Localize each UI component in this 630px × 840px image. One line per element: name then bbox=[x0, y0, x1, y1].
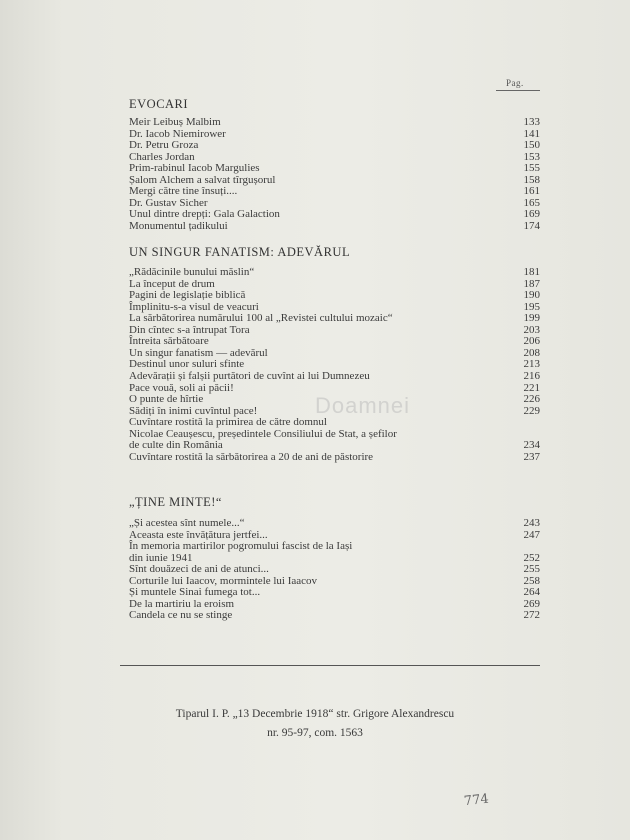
toc-page-number: 213 bbox=[523, 358, 540, 371]
toc-page-number: 161 bbox=[523, 185, 540, 198]
toc-entry: Destinul unor suluri sfinte bbox=[129, 358, 245, 371]
toc-page-number: 155 bbox=[523, 162, 540, 175]
toc-page-number: 169 bbox=[523, 208, 540, 221]
toc-page-number: 165 bbox=[523, 196, 540, 209]
toc-page-number: 199 bbox=[523, 312, 540, 325]
toc-page-number: 226 bbox=[523, 393, 540, 406]
bottom-divider bbox=[120, 665, 540, 666]
page-column-rule bbox=[496, 90, 540, 91]
toc-entry: Unul dintre drepți: Gala Galaction bbox=[129, 208, 280, 221]
toc-page-number: 229 bbox=[523, 404, 540, 417]
toc-entry: Un singur fanatism — adevărul bbox=[129, 346, 268, 359]
toc-page-number: 272 bbox=[523, 609, 540, 622]
toc-entry: Adevărații și falșii purtători de cuvînt ai lui Dumnezeu bbox=[129, 369, 370, 382]
toc-page-number: 195 bbox=[523, 300, 540, 313]
toc-page-number: 252 bbox=[523, 551, 540, 564]
toc-entry: Monumentul țadikului bbox=[129, 219, 228, 232]
toc-page-number: 206 bbox=[523, 335, 540, 348]
toc-page-number: 203 bbox=[523, 323, 540, 336]
toc-entry: din iunie 1941 bbox=[129, 551, 193, 564]
toc-entry: În memoria martirilor pogromului fascist de la Iași bbox=[129, 540, 353, 553]
toc-page-number: 181 bbox=[523, 266, 540, 278]
toc-page-number: 174 bbox=[523, 219, 540, 232]
toc-entry: Dr. Gustav Sicher bbox=[129, 196, 208, 209]
toc-entry: Șalom Alchem a salvat tîrgușorul bbox=[129, 173, 276, 186]
toc-entry: Sînt douăzeci de ani de atunci... bbox=[129, 563, 269, 576]
toc-entry: Cuvîntare rostită la primirea de către domnul bbox=[129, 416, 327, 429]
toc-entry: Și muntele Sinai fumega tot... bbox=[129, 586, 261, 599]
toc-entry: De la martiriu la eroism bbox=[129, 597, 235, 610]
imprint-line-1: Tiparul I. P. „13 Decembrie 1918“ str. Grigore Alexandrescu bbox=[175, 708, 455, 720]
toc-entry: La început de drum bbox=[129, 277, 215, 290]
toc-page-number: 133 bbox=[523, 116, 540, 128]
toc-entry: Dr. Iacob Niemirower bbox=[129, 127, 226, 140]
toc-entry: Nicolae Ceaușescu, președintele Consiliului de Stat, a șefilor bbox=[129, 427, 397, 440]
toc-page-number: 187 bbox=[523, 277, 540, 290]
toc-entry: de culte din România bbox=[129, 439, 223, 452]
page-column-label: Pag. bbox=[506, 78, 524, 88]
toc-entry: „Și acestea sînt numele...“ bbox=[129, 517, 245, 529]
toc-page-number: 153 bbox=[523, 150, 540, 163]
toc-entry: Întreita sărbătoare bbox=[129, 335, 209, 348]
toc-entry: Din cîntec s-a întrupat Tora bbox=[129, 323, 250, 336]
toc-entry: La sărbătorirea numărului 100 al „Revistei cultului mozaic“ bbox=[129, 312, 393, 325]
toc-page-number: 221 bbox=[523, 381, 540, 394]
toc-entry: Charles Jordan bbox=[129, 150, 195, 163]
toc-entry: „Rădăcinile bunului măslin“ bbox=[129, 266, 255, 278]
toc-entry: Aceasta este învățătura jertfei... bbox=[129, 528, 268, 541]
toc-entry: Împlinitu-s-a visul de veacuri bbox=[129, 300, 259, 313]
toc-entry: Mergi către tine însuți.... bbox=[129, 185, 238, 198]
toc-page-number: 247 bbox=[523, 528, 540, 541]
toc-page-number: 141 bbox=[523, 127, 540, 140]
toc-page-number: 234 bbox=[523, 439, 540, 452]
toc-page-number: 243 bbox=[523, 517, 540, 529]
toc-page-number: 216 bbox=[523, 369, 540, 382]
toc-page-number: 150 bbox=[523, 139, 540, 152]
toc-page-number: 190 bbox=[523, 289, 540, 302]
toc-entry: Meir Leibuș Malbim bbox=[129, 116, 221, 128]
toc-page-number: 258 bbox=[523, 574, 540, 587]
toc-entry: O punte de hîrtie bbox=[129, 393, 204, 406]
toc-entry: Candela ce nu se stinge bbox=[129, 609, 233, 622]
toc-entry: Corturile lui Iaacov, mormintele lui Iaacov bbox=[129, 574, 318, 587]
toc-page-number: 158 bbox=[523, 173, 540, 186]
handwritten-number: 774 bbox=[463, 791, 490, 810]
toc-entry: Cuvîntare rostită la sărbătorirea a 20 de ani de păstorire bbox=[129, 450, 374, 463]
toc-entry: Pagini de legislație biblică bbox=[129, 289, 246, 302]
toc-entry: Sădiți în inimi cuvîntul pace! bbox=[129, 404, 258, 417]
watermark: Doamnei bbox=[315, 393, 411, 418]
toc-page-number: 208 bbox=[523, 346, 540, 359]
toc-page-number: 269 bbox=[523, 597, 540, 610]
imprint-line-2: nr. 95-97, com. 1563 bbox=[267, 727, 363, 739]
toc-entry: Prim-rabinul Iacob Margulies bbox=[129, 162, 260, 175]
section-title: EVOCARI bbox=[129, 97, 189, 111]
toc-entry: Pace vouă, soli ai păcii! bbox=[129, 381, 234, 394]
toc-page-number: 255 bbox=[523, 563, 540, 576]
toc-entry: Dr. Petru Groza bbox=[129, 139, 199, 152]
toc-page-number: 237 bbox=[523, 450, 540, 463]
section-title: „ȚINE MINTE!“ bbox=[129, 495, 222, 509]
section-title: UN SINGUR FANATISM: ADEVĂRUL bbox=[129, 245, 351, 259]
toc-page-number: 264 bbox=[523, 586, 540, 599]
